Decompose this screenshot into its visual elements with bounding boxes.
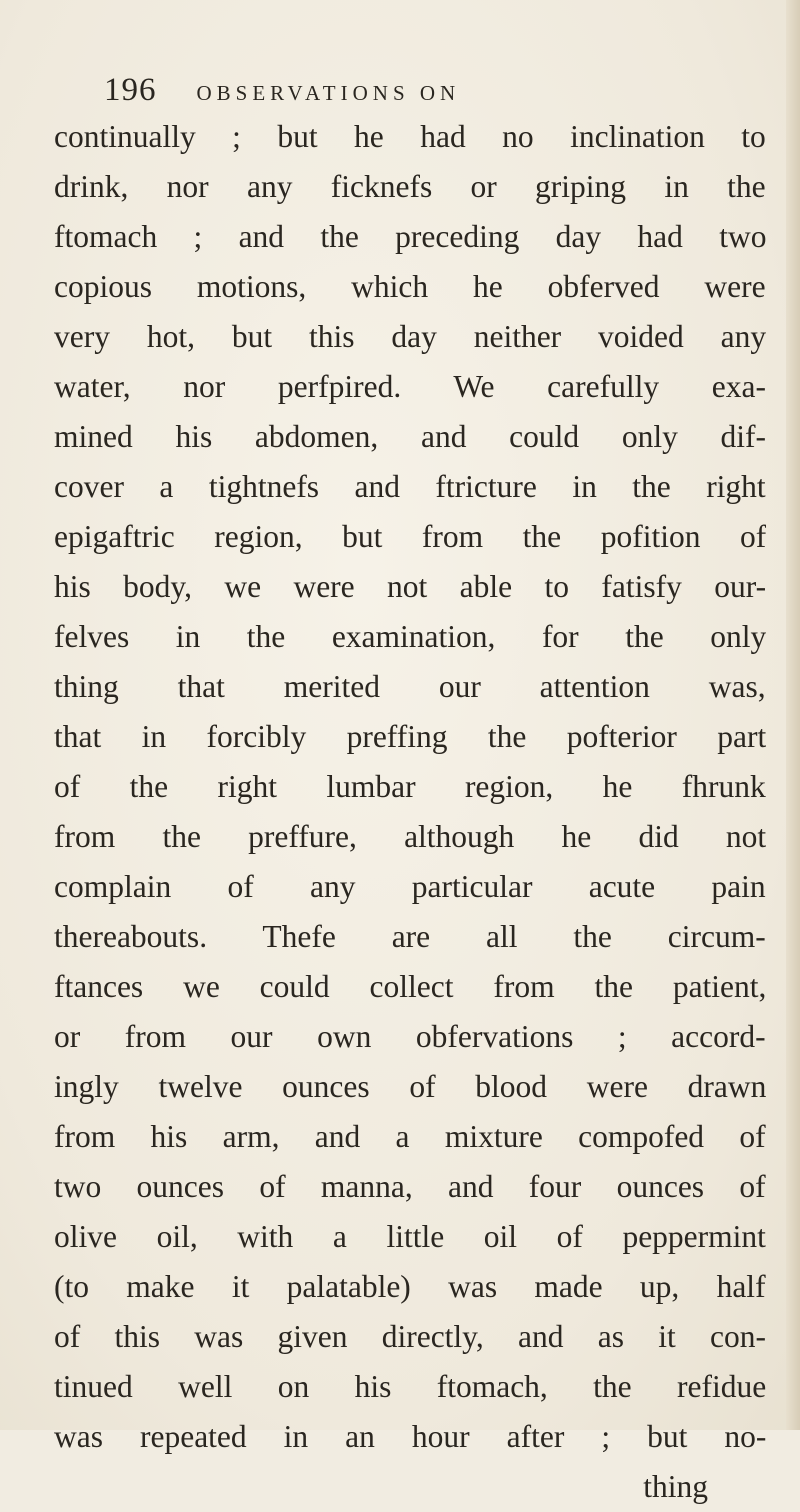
text-line: drink, nor any ficknefs or griping in the: [54, 169, 766, 204]
text-line: from his arm, and a mixture compofed of: [54, 1119, 766, 1154]
text-line: from the preffure, although he did not: [54, 819, 766, 854]
text-line: water, nor perfpired. We carefully exa-: [54, 369, 766, 404]
running-head: OBSERVATIONS ON: [196, 81, 461, 105]
text-line: of this was given directly, and as it con-: [54, 1319, 766, 1354]
text-line: ingly twelve ounces of blood were drawn: [54, 1069, 766, 1104]
text-line: tinued well on his ftomach, the refidue: [54, 1369, 766, 1404]
text-line: that in forcibly preffing the pofterior part: [54, 719, 766, 754]
text-line: ftances we could collect from the patient,: [54, 969, 766, 1004]
text-line: or from our own obfervations ; accord-: [54, 1019, 766, 1054]
text-line: olive oil, with a little oil of peppermint: [54, 1219, 766, 1254]
text-line: two ounces of manna, and four ounces of: [54, 1169, 766, 1204]
text-line: his body, we were not able to fatisfy our-: [54, 569, 766, 604]
text-line: (to make it palatable) was made up, half: [54, 1269, 766, 1304]
page-number: 196: [104, 72, 157, 108]
text-line: very hot, but this day neither voided any: [54, 319, 766, 354]
text-line: epigaftric region, but from the pofition of: [54, 519, 766, 554]
text-line: felves in the examination, for the only: [54, 619, 766, 654]
page-edge: [786, 0, 800, 1430]
page-header: [104, 72, 664, 112]
text-line: was repeated in an hour after ; but no-: [54, 1419, 766, 1454]
text-line: mined his abdomen, and could only dif-: [54, 419, 766, 454]
text-line: thereabouts. Thefe are all the circum-: [54, 919, 766, 954]
text-line: copious motions, which he obferved were: [54, 269, 766, 304]
text-line: of the right lumbar region, he fhrunk: [54, 769, 766, 804]
text-line: complain of any particular acute pain: [54, 869, 766, 904]
text-line: cover a tightnefs and ftricture in the right: [54, 469, 766, 504]
text-line: continually ; but he had no inclination to: [54, 119, 766, 154]
catchword: thing: [643, 1469, 708, 1504]
text-line: ftomach ; and the preceding day had two: [54, 219, 766, 254]
text-line: thing that merited our attention was,: [54, 669, 766, 704]
body-text: [54, 112, 766, 1512]
